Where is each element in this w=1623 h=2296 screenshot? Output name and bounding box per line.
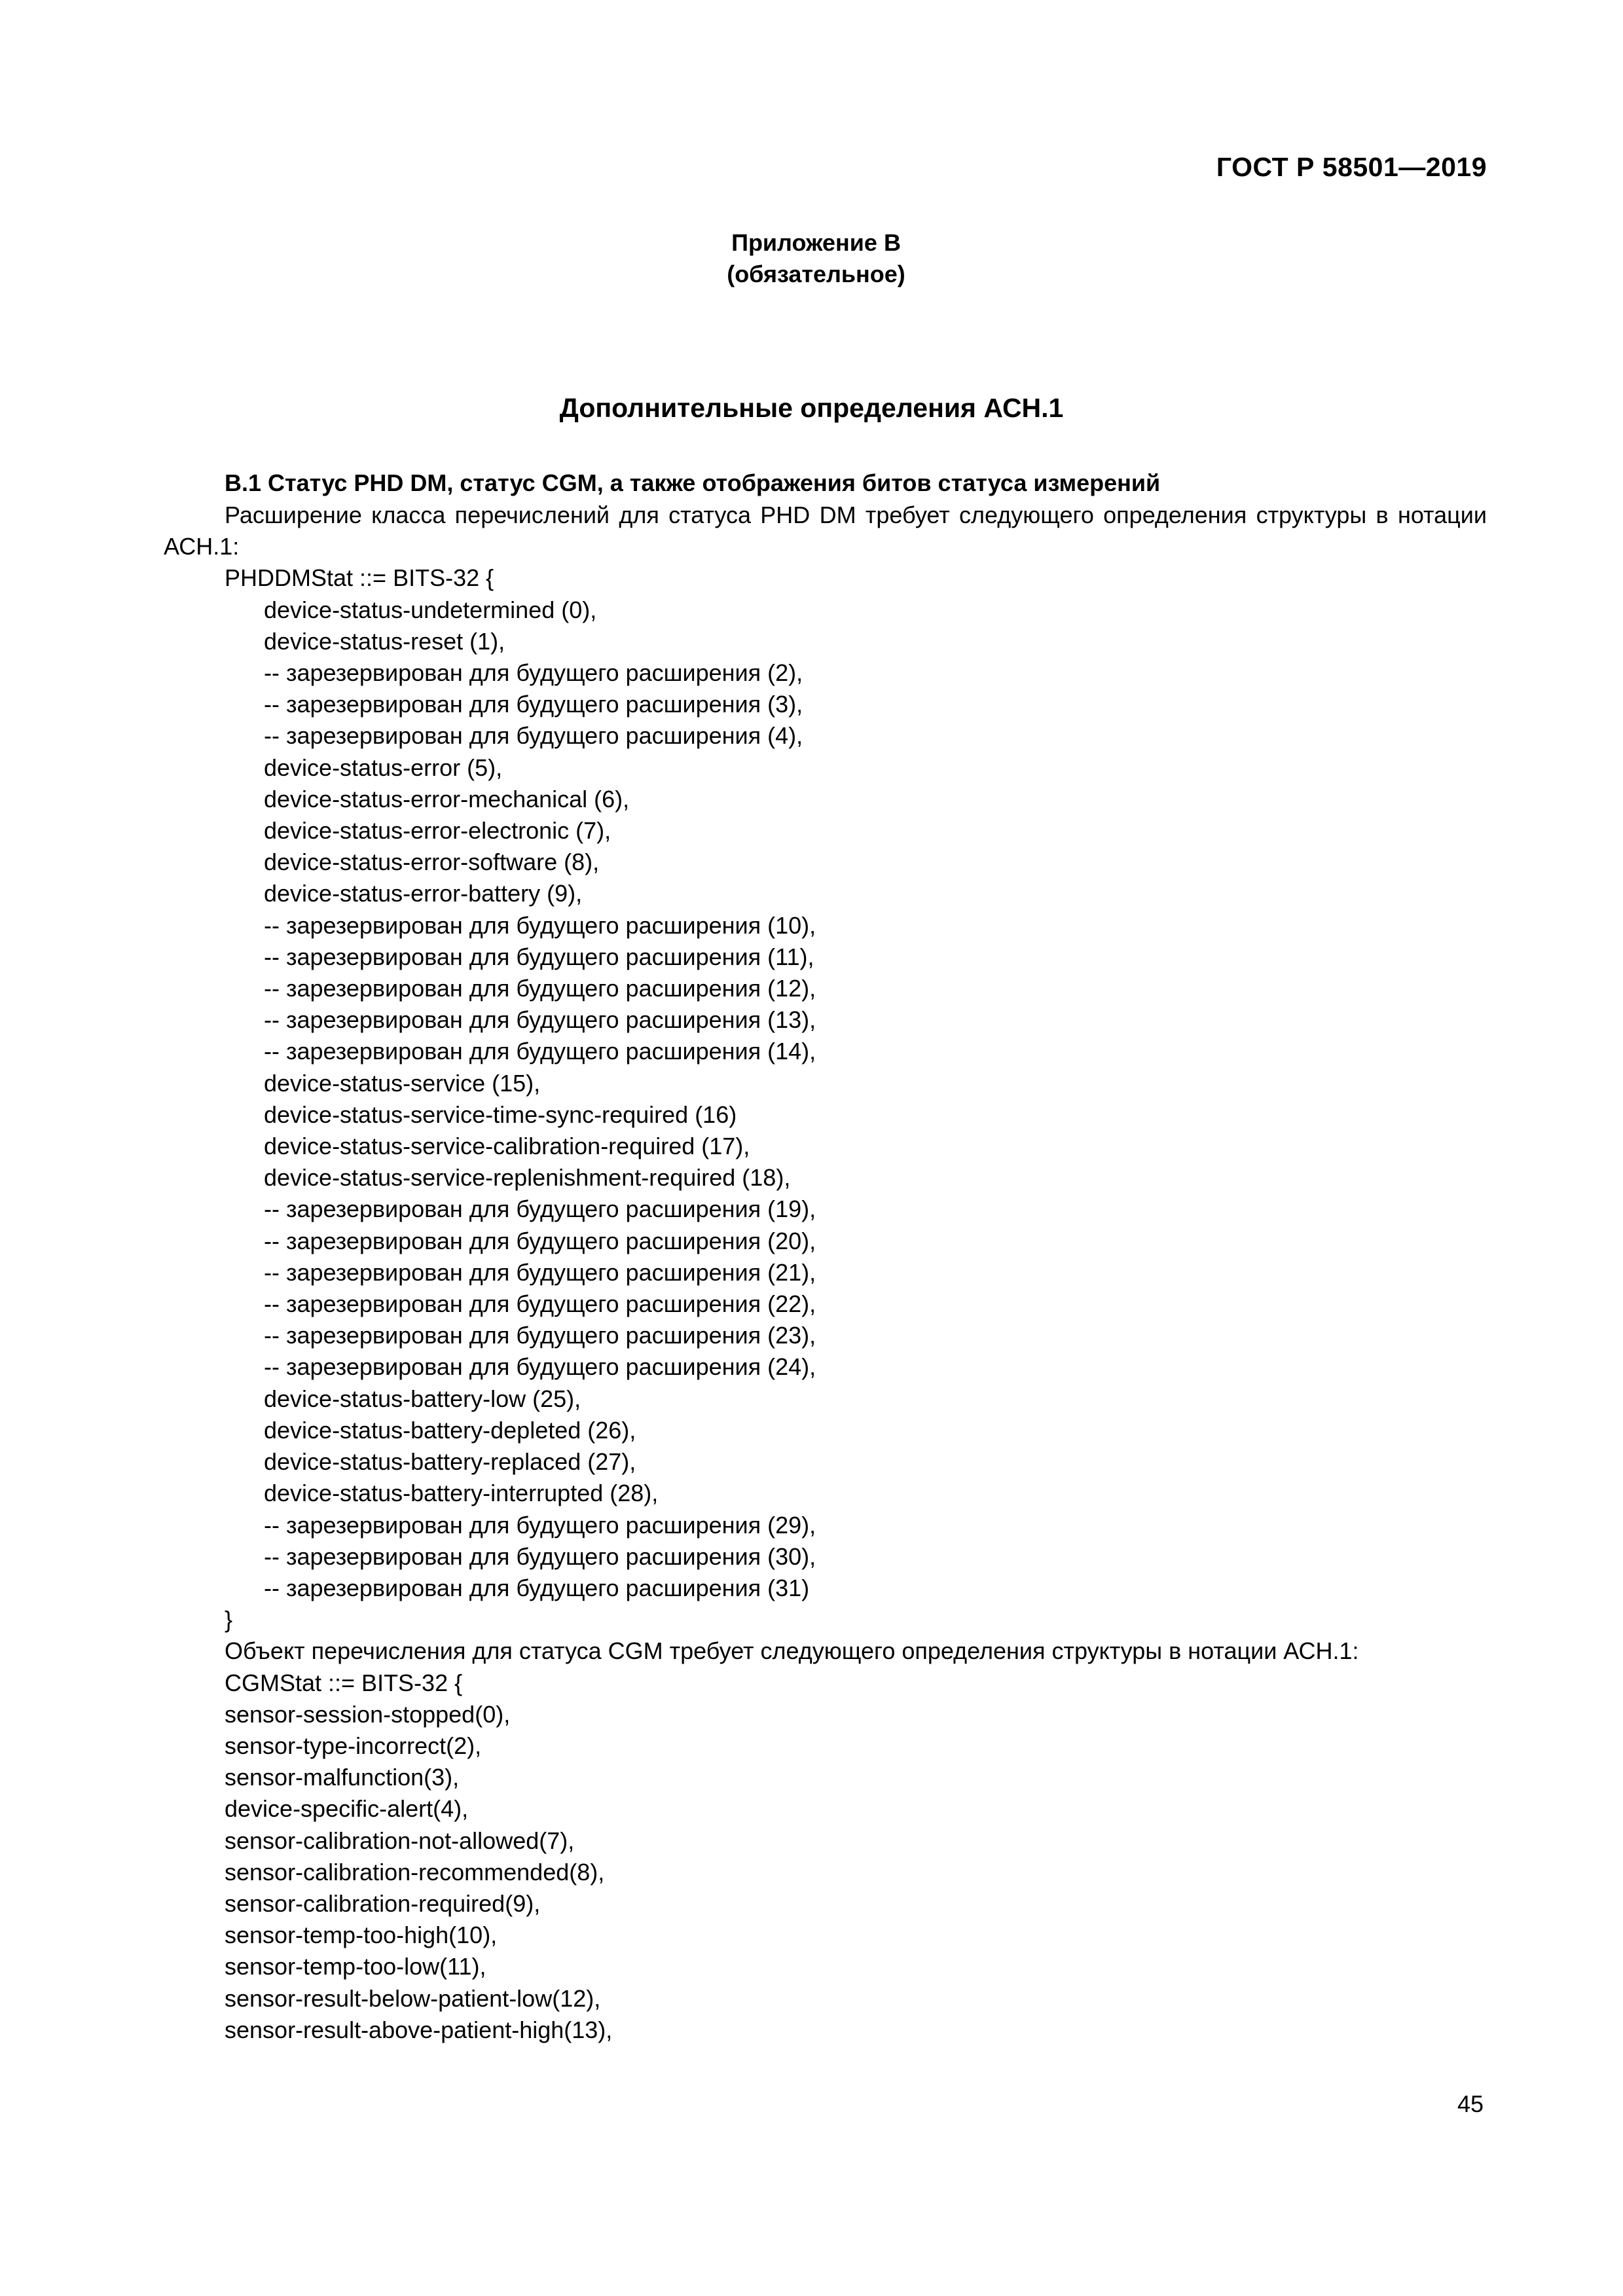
code-line: -- зарезервирован для будущего расширения (29), — [264, 1511, 816, 1539]
code-line: sensor-malfunction(3), — [225, 1764, 460, 1791]
code-line: -- зарезервирован для будущего расширения (4), — [264, 722, 803, 750]
code-line: -- зарезервирован для будущего расширения (22), — [264, 1290, 816, 1318]
code-line: sensor-calibration-not-allowed(7), — [225, 1827, 575, 1854]
code-line: -- зарезервирован для будущего расширения (19), — [264, 1195, 816, 1223]
code-line: sensor-result-above-patient-high(13), — [225, 2016, 613, 2043]
code-line: device-status-battery-low (25), — [264, 1385, 581, 1412]
code-line: device-status-battery-replaced (27), — [264, 1448, 636, 1476]
code-line: sensor-session-stopped(0), — [225, 1700, 511, 1728]
code-line: device-status-service-replenishment-required (18), — [264, 1164, 791, 1192]
code-line: device-status-error-software (8), — [264, 848, 600, 876]
code-line: device-status-service (15), — [264, 1069, 541, 1097]
code-line: device-status-error-electronic (7), — [264, 817, 611, 845]
code-line: device-status-reset (1), — [264, 627, 505, 655]
phddm-struct-close: } — [225, 1606, 233, 1633]
page-number: 45 — [1457, 2090, 1484, 2117]
code-line: -- зарезервирован для будущего расширения (31) — [264, 1574, 810, 1601]
appendix-type: (обязательное) — [727, 261, 905, 287]
code-line: device-status-service-calibration-required (17), — [264, 1133, 750, 1160]
code-line: -- зарезервирован для будущего расширения (2), — [264, 659, 803, 687]
section-heading: В.1 Статус PHD DM, статус CGM, а также отображения битов статуса измерений — [225, 469, 1161, 496]
code-line: -- зарезервирован для будущего расширения (12), — [264, 975, 816, 1002]
code-line: device-status-error (5), — [264, 754, 503, 781]
code-line: device-status-error-battery (9), — [264, 880, 583, 907]
phddm-items-list — [164, 594, 1487, 1605]
code-line: -- зарезервирован для будущего расширения (14), — [264, 1038, 816, 1065]
code-line: sensor-temp-too-high(10), — [225, 1922, 498, 1949]
cgm-items-list — [164, 1699, 1487, 2046]
standard-id: ГОСТ Р 58501—2019 — [1216, 152, 1487, 182]
code-line: device-status-battery-depleted (26), — [264, 1416, 636, 1444]
document-body — [164, 500, 1487, 2046]
code-line: -- зарезервирован для будущего расширения (20), — [264, 1227, 816, 1254]
intro-phddm-paragraph: Расширение класса перечислений для статуса PHD DM требует следующего определения структуры в нотации АСН.1: — [164, 501, 1487, 560]
code-line: device-specific-alert(4), — [225, 1795, 469, 1823]
appendix-title: Дополнительные определения АСН.1 — [559, 393, 1064, 423]
code-line: device-status-undetermined (0), — [264, 596, 597, 623]
code-line: -- зарезервирован для будущего расширения (13), — [264, 1006, 816, 1034]
code-line: sensor-type-incorrect(2), — [225, 1732, 482, 1759]
cgm-struct-open: CGMStat ::= BITS-32 { — [225, 1669, 463, 1696]
code-line: -- зарезервирован для будущего расширения (10), — [264, 911, 816, 939]
code-line: device-status-battery-interrupted (28), — [264, 1480, 659, 1507]
code-line: device-status-error-mechanical (6), — [264, 785, 630, 812]
code-line: -- зарезервирован для будущего расширения (30), — [264, 1542, 816, 1570]
phddm-struct-open: PHDDMStat ::= BITS-32 { — [225, 564, 494, 592]
code-line: device-status-service-time-sync-required (16) — [264, 1101, 737, 1128]
code-line: -- зарезервирован для будущего расширения (3), — [264, 691, 803, 718]
code-line: sensor-result-below-patient-low(12), — [225, 1984, 601, 2012]
code-line: sensor-temp-too-low(11), — [225, 1953, 486, 1980]
code-line: -- зарезервирован для будущего расширения (23), — [264, 1322, 816, 1349]
code-line: -- зарезервирован для будущего расширения (24), — [264, 1353, 816, 1381]
code-line: sensor-calibration-recommended(8), — [225, 1858, 605, 1886]
code-line: -- зарезервирован для будущего расширения (11), — [264, 943, 814, 970]
code-line: -- зарезервирован для будущего расширения (21), — [264, 1258, 816, 1286]
code-line: sensor-calibration-required(9), — [225, 1889, 541, 1917]
intro-cgm-paragraph: Объект перечисления для статуса CGM требует следующего определения структуры в нотации АСН.1: — [225, 1637, 1359, 1665]
appendix-label: Приложение В — [731, 229, 901, 256]
appendix-heading — [0, 227, 1623, 290]
